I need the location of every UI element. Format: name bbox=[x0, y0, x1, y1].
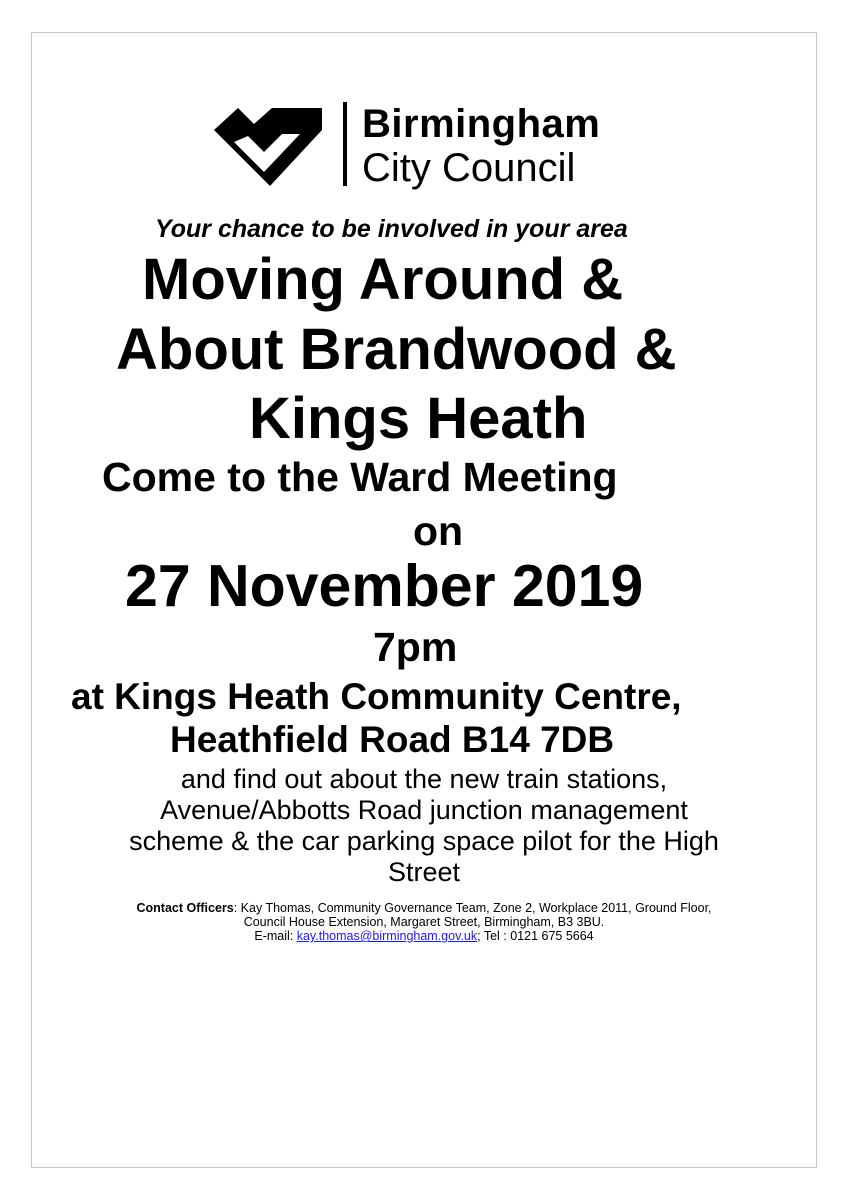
contact-details: : Kay Thomas, Community Governance Team, Zone 2, Workplace 2011, Ground Floor, bbox=[233, 901, 712, 915]
description-line: Street bbox=[387, 857, 461, 887]
description bbox=[60, 764, 788, 888]
contact-label: Contact Officers bbox=[136, 901, 234, 915]
headline-line-3: Kings Heath bbox=[249, 386, 588, 451]
email-link[interactable]: kay.thomas@birmingham.gov.uk bbox=[296, 929, 478, 943]
headline-line-2: About Brandwood & bbox=[116, 317, 677, 382]
heart-logo-icon bbox=[212, 100, 324, 188]
contact-line-2: Council House Extension, Margaret Street, Birmingham, B3 3BU. bbox=[243, 915, 605, 929]
telephone: ; Tel : 0121 675 5664 bbox=[477, 929, 594, 943]
description-line: and find out about the new train stations, bbox=[180, 764, 668, 794]
contact-block bbox=[60, 901, 788, 943]
meeting-time: 7pm bbox=[373, 624, 458, 670]
logo-line-city-council: City Council bbox=[362, 146, 576, 190]
logo-wordmark bbox=[362, 104, 600, 188]
venue-line-1: at Kings Heath Community Centre, bbox=[71, 676, 682, 717]
logo-divider bbox=[343, 102, 347, 186]
tagline: Your chance to be involved in your area bbox=[155, 215, 628, 243]
meeting-on: on bbox=[413, 508, 464, 554]
description-line: scheme & the car parking space pilot for the High bbox=[129, 826, 719, 856]
logo-line-birmingham: Birmingham bbox=[362, 102, 601, 146]
headline-line-1: Moving Around & bbox=[142, 247, 624, 312]
venue-line-2: Heathfield Road B14 7DB bbox=[170, 719, 615, 760]
email-prefix: E-mail: bbox=[254, 929, 297, 943]
meeting-date: 27 November 2019 bbox=[125, 553, 644, 619]
description-line: Avenue/Abbotts Road junction management bbox=[160, 795, 688, 825]
council-logo bbox=[212, 100, 632, 190]
contact-line-1 bbox=[60, 901, 788, 915]
meeting-invite: Come to the Ward Meeting bbox=[102, 454, 618, 500]
contact-line-3 bbox=[60, 929, 788, 943]
